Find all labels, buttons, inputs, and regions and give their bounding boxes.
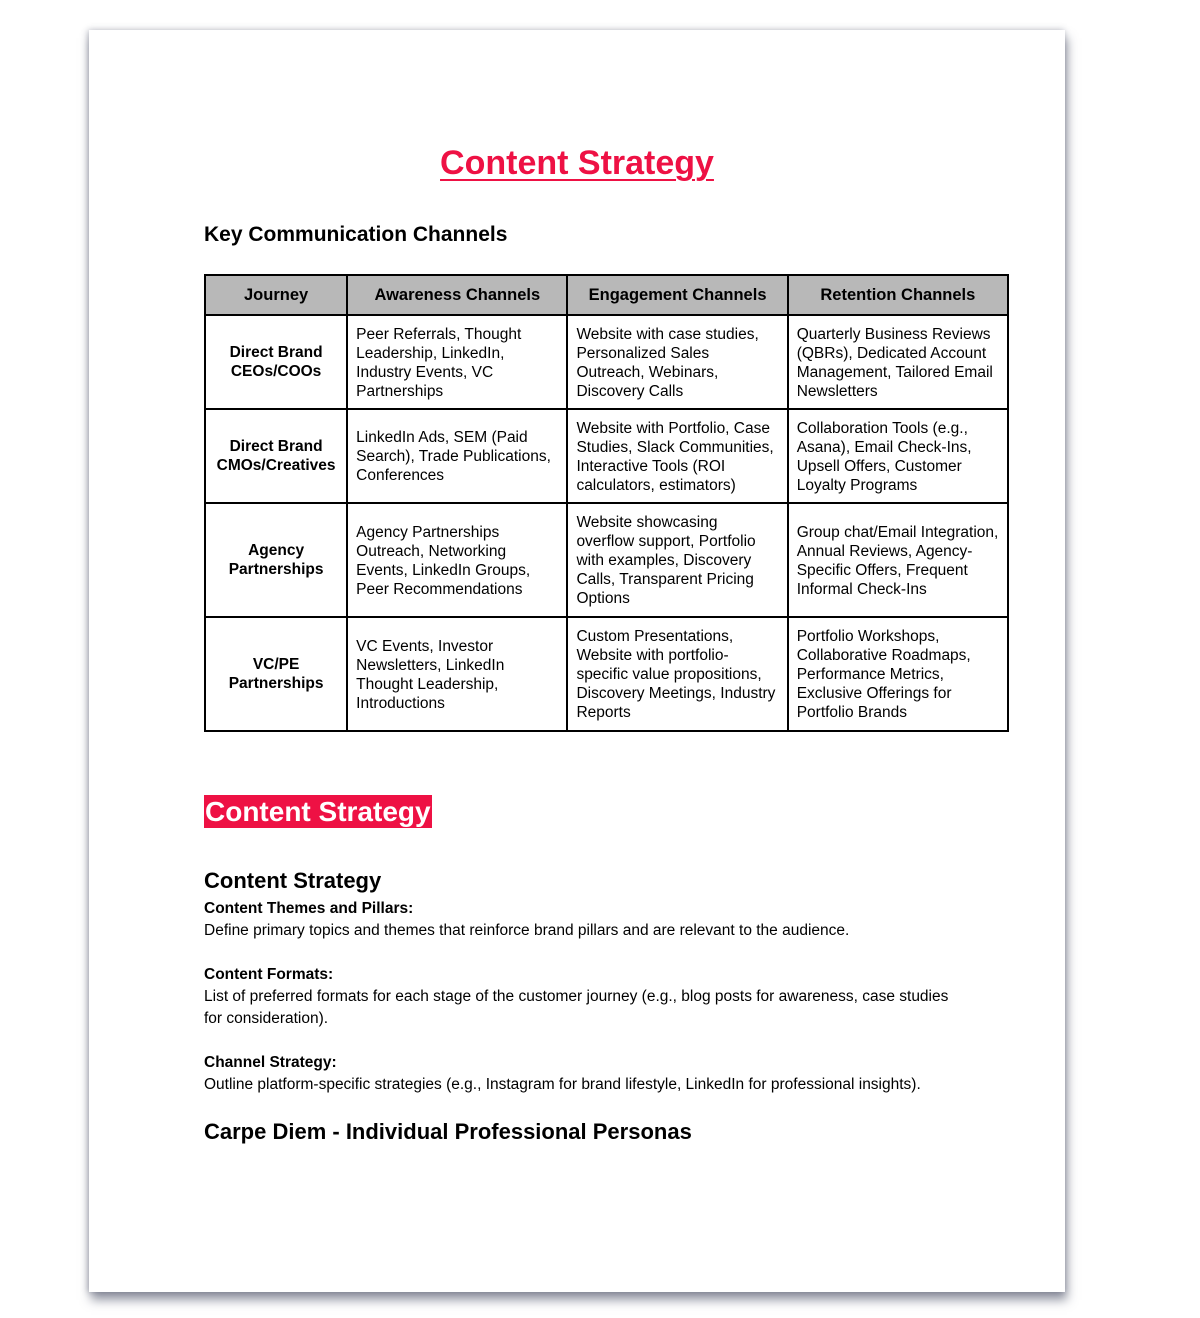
table-header-row xyxy=(205,275,1008,315)
journey-cell: Agency Partnerships xyxy=(205,503,347,617)
themes-block xyxy=(204,898,964,942)
channels-table xyxy=(204,274,1009,732)
engagement-cell: Website showcasing overflow support, Portfolio with examples, Discovery Calls, Transparent Pricing Options xyxy=(567,503,787,617)
awareness-cell: Peer Referrals, Thought Leadership, LinkedIn, Industry Events, VC Partnerships xyxy=(347,315,567,409)
themes-label: Content Themes and Pillars: xyxy=(204,900,414,917)
header-journey: Journey xyxy=(205,275,347,315)
awareness-cell: VC Events, Investor Newsletters, LinkedIn Thought Leadership, Introductions xyxy=(347,617,567,731)
channel-strategy-label: Channel Strategy: xyxy=(204,1054,337,1071)
header-engagement: Engagement Channels xyxy=(567,275,787,315)
retention-cell: Group chat/Email Integration, Annual Reviews, Agency-Specific Offers, Frequent Informal Check-Ins xyxy=(788,503,1008,617)
journey-cell: Direct Brand CMOs/Creatives xyxy=(205,409,347,503)
table-row xyxy=(205,409,1008,503)
header-awareness: Awareness Channels xyxy=(347,275,567,315)
formats-label: Content Formats: xyxy=(204,966,334,983)
table-row xyxy=(205,503,1008,617)
engagement-cell: Website with Portfolio, Case Studies, Slack Communities, Interactive Tools (ROI calculators, estimators) xyxy=(567,409,787,503)
channel-strategy-text: Outline platform-specific strategies (e.g., Instagram for brand lifestyle, LinkedIn for professional insights). xyxy=(204,1076,921,1093)
subsection-title: Content Strategy xyxy=(204,868,382,893)
retention-cell: Portfolio Workshops, Collaborative Roadmaps, Performance Metrics, Exclusive Offerings for Portfolio Brands xyxy=(788,617,1008,731)
retention-cell: Quarterly Business Reviews (QBRs), Dedicated Account Management, Tailored Email Newsletters xyxy=(788,315,1008,409)
formats-text: List of preferred formats for each stage of the customer journey (e.g., blog posts for awareness, case studies for consideration). xyxy=(204,988,949,1027)
channel-strategy-block xyxy=(204,1052,1004,1096)
table-row xyxy=(205,617,1008,731)
page-title: Content Strategy xyxy=(440,144,714,182)
engagement-cell: Custom Presentations, Website with portfolio-specific value propositions, Discovery Meetings, Industry Reports xyxy=(567,617,787,731)
table-row xyxy=(205,315,1008,409)
header-retention: Retention Channels xyxy=(788,275,1008,315)
journey-cell: VC/PE Partnerships xyxy=(205,617,347,731)
channels-heading: Key Communication Channels xyxy=(204,223,508,246)
document-page xyxy=(89,30,1065,1292)
journey-cell: Direct Brand CEOs/COOs xyxy=(205,315,347,409)
retention-cell: Collaboration Tools (e.g., Asana), Email Check-Ins, Upsell Offers, Customer Loyalty Programs xyxy=(788,409,1008,503)
awareness-cell: LinkedIn Ads, SEM (Paid Search), Trade Publications, Conferences xyxy=(347,409,567,503)
section-title-highlighted: Content Strategy xyxy=(205,796,431,827)
formats-block xyxy=(204,964,964,1030)
awareness-cell: Agency Partnerships Outreach, Networking Events, LinkedIn Groups, Peer Recommendations xyxy=(347,503,567,617)
themes-text: Define primary topics and themes that reinforce brand pillars and are relevant to the audience. xyxy=(204,922,850,939)
persona-heading: Carpe Diem - Individual Professional Personas xyxy=(204,1119,692,1144)
engagement-cell: Website with case studies, Personalized Sales Outreach, Webinars, Discovery Calls xyxy=(567,315,787,409)
